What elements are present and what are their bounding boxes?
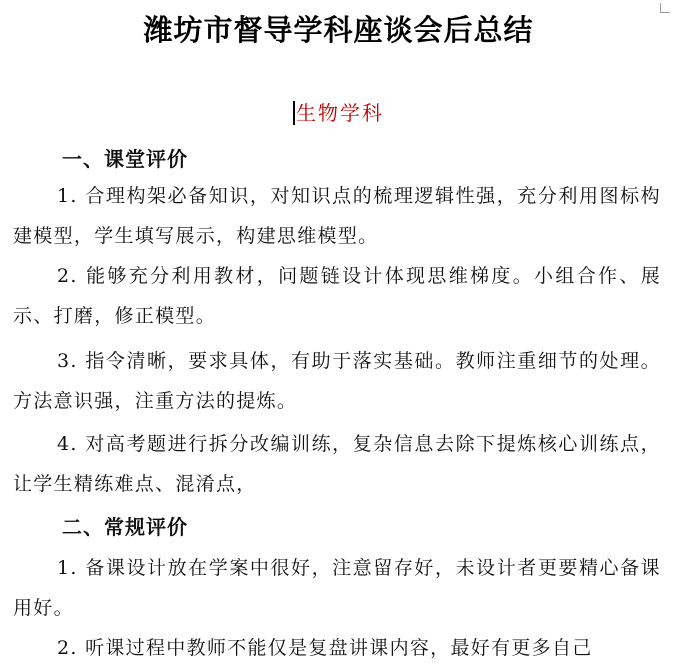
paragraph-classroom-3: 3. 指令清晰，要求具体，有助于落实基础。教师注重细节的处理。方法意识强，注重方法的提炼。 (13, 350, 661, 412)
text-cursor (293, 101, 295, 125)
paragraph-routine-1: 1. 备课设计放在学案中很好，注意留存好，未设计者更要精心备课用好。 (13, 557, 661, 619)
paragraph-classroom-4: 4. 对高考题进行拆分改编训练，复杂信息去除下提炼核心训练点，让学生精练难点、混淆点， (13, 433, 661, 495)
section-heading-classroom: 一、课堂评价 (62, 147, 188, 171)
subject-heading: 生物学科 (296, 101, 384, 125)
paragraph-routine-2: 2. 听课过程中教师不能仅是复盘讲课内容，最好有更多自己 (57, 637, 593, 659)
subject-line[interactable] (0, 99, 677, 127)
paragraph-classroom-1: 1. 合理构架必备知识，对知识点的梳理逻辑性强，充分利用图标构建模型，学生填写展示，构建思维模型。 (13, 185, 661, 247)
section-heading-routine: 二、常规评价 (62, 515, 188, 539)
paragraph-classroom-2: 2. 能够充分利用教材，问题链设计体现思维梯度。小组合作、展示、打磨，修正模型。 (13, 265, 661, 327)
document-title: 潍坊市督导学科座谈会后总结 (143, 13, 534, 47)
